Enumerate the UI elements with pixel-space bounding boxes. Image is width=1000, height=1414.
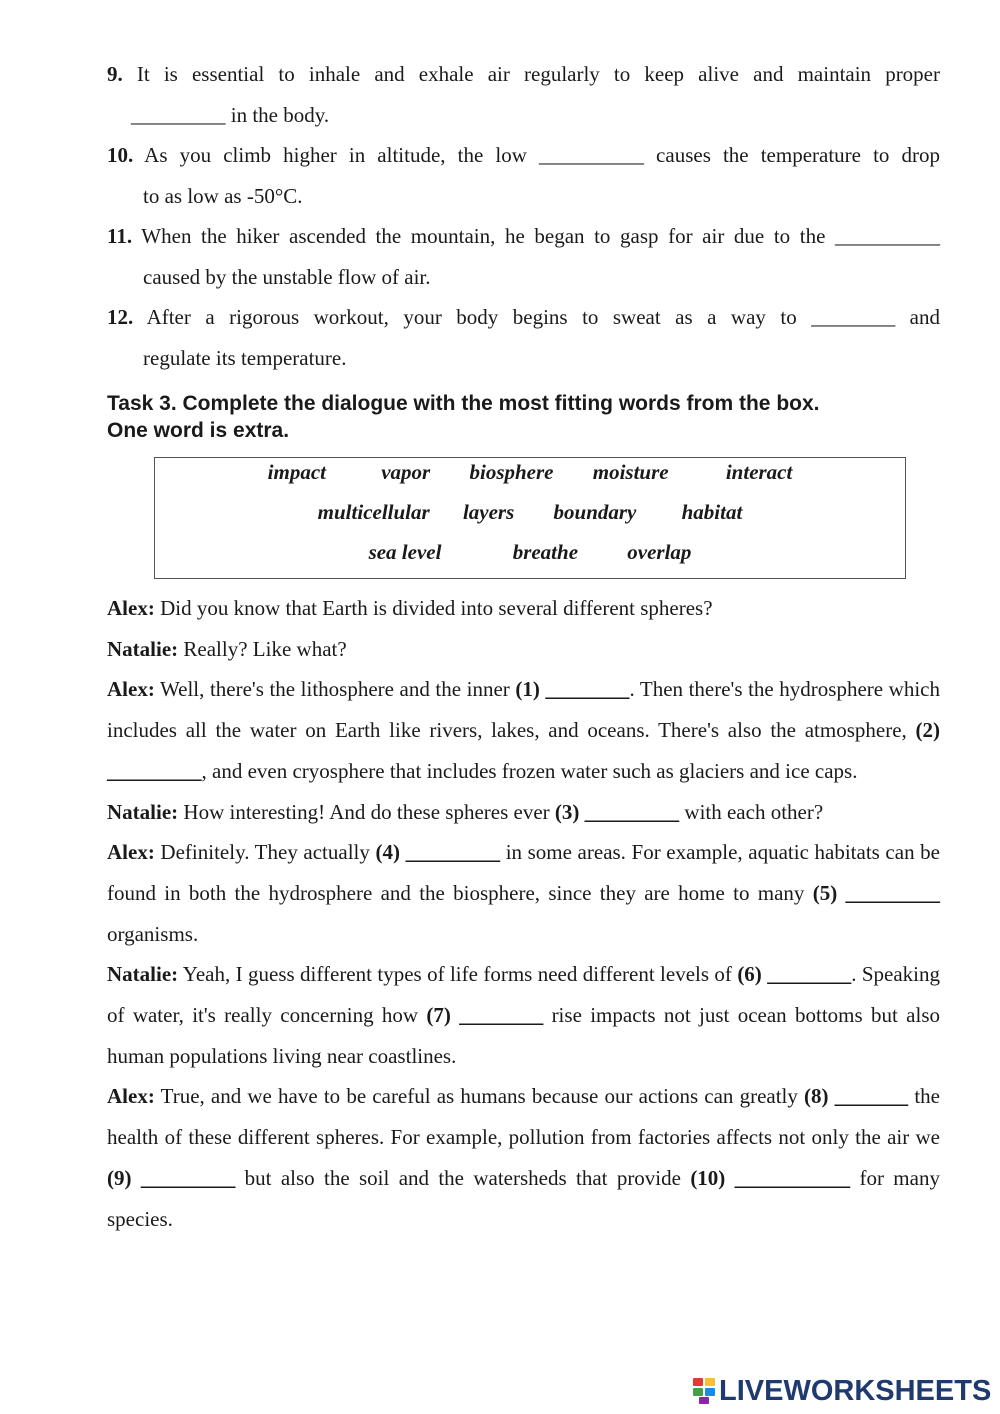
word-biosphere: biosphere [469,460,554,484]
word-breathe: breathe [512,540,579,564]
word-boundary: boundary [553,500,637,524]
dialogue-text: . Then there's the hydrosphere which includes all the water on Earth like rivers, lakes, and oceans. There's also the atmosphere, [107,677,940,743]
question-number: 9. [107,62,123,86]
dialogue-text: but also the soil and the watersheds that provide [235,1165,691,1190]
question-11-line2: caused by the unstable flow of air. [143,264,431,289]
question-12-line2: regulate its temperature. [143,345,347,370]
dialogue-line-2 [107,629,940,670]
dialogue-text: in some areas. For example, aquatic habitats can be found in both the hydrosphere and the biosphere, since they are home to many [107,840,940,905]
question-number: 10. [107,143,134,167]
question-text: As you climb higher in altitude, the low __________ causes the temperature to drop [133,143,940,167]
blank-1[interactable]: (1) ________ [515,677,630,702]
question-12-line1 [107,297,940,338]
dialogue-text: How interesting! And do these spheres ever [178,799,555,824]
dialogue-line-1 [107,588,940,629]
liveworksheets-logo-text: LIVEWORKSHEETS [719,1374,992,1407]
dialogue-text: for many species. [107,1165,940,1231]
dialogue-text: , and even cryosphere that includes frozen water such as glaciers and ice caps. [201,758,858,783]
speaker-natalie: Natalie: [107,636,179,661]
speaker-natalie: Natalie: [107,799,179,824]
liveworksheets-logo-icon [693,1378,715,1404]
dialogue-text: organisms. [107,921,199,946]
question-9-line1 [107,54,940,95]
blank-8[interactable]: (8) _______ [804,1084,909,1109]
question-11-line1 [107,216,940,257]
task-3-title [107,390,940,444]
task-3-title-line2: One word is extra. [107,419,290,442]
task-3-title-line1: Task 3. Complete the dialogue with the most fitting words from the box. [107,392,820,415]
word-impact: impact [267,460,326,484]
word-box-row-2 [155,500,905,525]
question-11 [107,216,940,297]
dialogue-text: rise impacts not just ocean bottoms but also human populations living near coastlines. [107,1003,940,1068]
dialogue-line-6 [107,954,940,1076]
dialogue-line-4 [107,792,940,833]
word-overlap: overlap [627,540,692,564]
word-layers: layers [462,500,515,524]
word-box-row-1 [155,460,905,485]
dialogue-text: Yeah, I guess different types of life forms need different levels of [178,962,738,987]
dialogue-text: Well, there's the lithosphere and the inner [154,677,516,702]
blank-4[interactable]: (4) _________ [375,840,501,865]
blank-5[interactable]: (5) _________ [812,880,940,905]
question-text: It is essential to inhale and exhale air regularly to keep alive and maintain proper [122,62,940,86]
word-habitat: habitat [681,500,743,524]
question-9-line2: _________ in the body. [131,102,330,127]
word-box-row-3 [155,540,905,565]
question-10-line1 [107,135,940,176]
blank-7[interactable]: (7) ________ [426,1003,544,1028]
dialogue-text: True, and we have to be careful as humans because our actions can greatly [154,1084,805,1109]
word-multicellular: multicellular [317,500,430,524]
worksheet-page [107,54,940,1239]
dialogue-text: the health of these different spheres. For example, pollution from factories affects not only the air we [107,1084,940,1150]
question-text: After a rigorous workout, your body begins to sweat as a way to ________ and [133,305,940,329]
question-9 [107,54,940,135]
liveworksheets-logo[interactable] [693,1374,991,1408]
dialogue-text: Really? Like what? [178,636,347,661]
speaker-alex: Alex: [107,1084,155,1109]
blank-9[interactable]: (9) _________ [107,1165,236,1190]
question-number: 12. [107,305,134,329]
word-moisture: moisture [592,460,669,484]
dialogue-line-7 [107,1076,940,1239]
dialogue [107,588,940,1239]
question-text: When the hiker ascended the mountain, he began to gasp for air due to the __________ [132,224,940,248]
speaker-alex: Alex: [107,840,155,865]
question-10-line2: to as low as -50°C. [143,183,303,208]
dialogue-text: with each other? [679,799,824,824]
word-box [154,457,906,579]
question-12 [107,297,940,378]
word-sea-level: sea level [368,540,442,564]
blank-10[interactable]: (10) ___________ [690,1165,851,1190]
speaker-natalie: Natalie: [107,962,179,987]
word-interact: interact [725,460,793,484]
blank-2[interactable]: (2) _________ [107,718,940,783]
blank-3[interactable]: (3) _________ [554,799,680,824]
blank-6[interactable]: (6) ________ [737,962,852,987]
dialogue-text: Definitely. They actually [154,840,376,865]
dialogue-text: . Speaking of water, it's really concerning how [107,962,940,1028]
speaker-alex: Alex: [107,677,155,702]
question-10 [107,135,940,216]
question-number: 11. [107,224,133,248]
speaker-alex: Alex: [107,596,155,620]
word-vapor: vapor [381,460,431,484]
dialogue-line-5 [107,832,940,954]
dialogue-line-3 [107,669,940,791]
dialogue-text: Did you know that Earth is divided into several different spheres? [154,596,713,620]
